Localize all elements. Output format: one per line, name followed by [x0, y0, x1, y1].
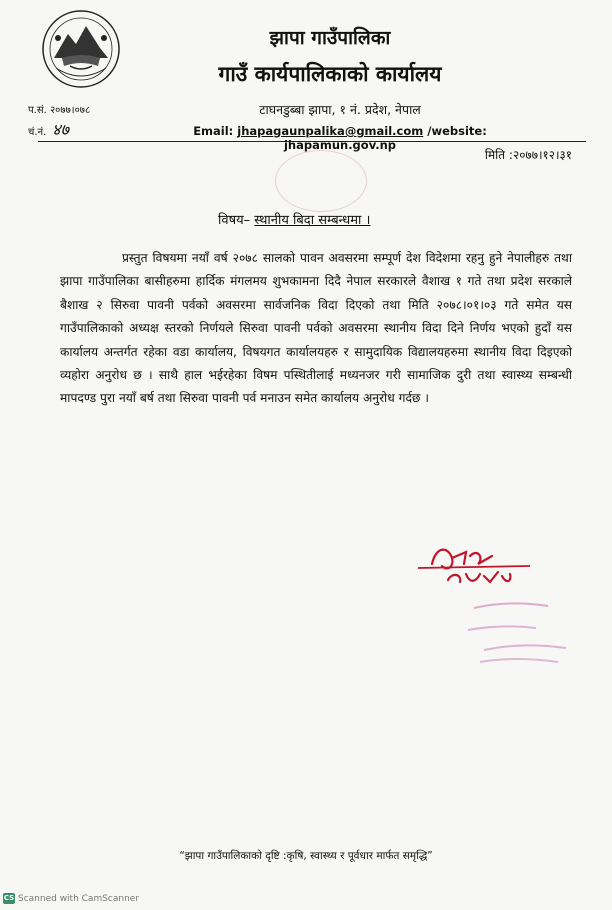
email-label: Email: [193, 124, 238, 138]
dispatch-value: ४७ [52, 120, 69, 139]
letter-date: मिति :२०७७।१२।३१ [484, 148, 572, 162]
subject-value: स्थानीय बिदा सम्बन्धमा । [254, 213, 371, 228]
header-divider [38, 141, 586, 142]
government-emblem [40, 8, 122, 90]
email-link[interactable]: jhapagaunpalika@gmail.com [237, 124, 424, 138]
dispatch-label: चं.नं. [28, 127, 47, 138]
subject-label: विषय– [218, 213, 255, 228]
contact-line [140, 124, 540, 152]
website-label: /website: [423, 124, 487, 138]
scanner-text: Scanned with CamScanner [18, 894, 140, 904]
footer-motto: “झापा गाउँपालिकाको दृष्टि :कृषि, स्वास्थ्य र पूर्वधार मार्फत समृद्धि” [179, 850, 433, 862]
office-address: टाघनडुब्बा झापा, १ नं. प्रदेश, नेपाल [259, 102, 421, 117]
municipality-name: झापा गाउँपालिका [269, 27, 391, 49]
camscanner-logo-icon: CS [3, 894, 15, 902]
scanner-watermark [3, 893, 139, 904]
faint-stamp-mark [275, 150, 367, 212]
subject-line [218, 210, 370, 228]
website-link[interactable]: jhapamun.gov.np [283, 138, 397, 152]
registration-number: प.सं. २०७७।०७८ [28, 105, 91, 116]
signature-and-stamp [418, 538, 578, 678]
office-name: गाउँ कार्यपालिकाको कार्यालय [218, 62, 442, 86]
letter-body: प्रस्तुत विषयमा नयाँ वर्ष २०७८ सालको पावन अवसरमा सम्पूर्ण देश विदेशमा रहनु हुने नेपालीहरु तथा झापा गाउँपालिका बासीहरुमा हार्दिक मंगलमय शुभकामना दिदै नेपाल सरकारले वैशाख १ गते तथा प्रदेश सरकाले बैशाख २ सिरुवा पावनी पर्वको अवसरमा सार्वजनिक विदा दिएको तथा मिति २०७८।०१।०३ गते समेत यस गाउँपालिकाको अध्यक्ष स्तरको निर्णयले सिरुवा पावनी पर्वको अवसरमा स्थानीय विदा दिने निर्णय भएको हुदाँ यस कार्यालय अन्तर्गत रहेका वडा कार्यालय, विषयगत कार्यालयहरु र सामुदायिक विद्यालयहरुमा स्थानीय विदा दिइएको व्यहोरा अनुरोध छ । साथै हाल भईरहेका विषम पस्थितीलाई मध्यनजर गरी सामाजिक दुरी तथा स्वास्थ्य सम्बन्धी मापदण्ड पुरा नयाँ बर्ष तथा सिरुवा पावनी पर्व मनाउन समेत कार्यालय अनुरोध गर्दछ । [60, 251, 572, 406]
dispatch-number [28, 118, 69, 140]
